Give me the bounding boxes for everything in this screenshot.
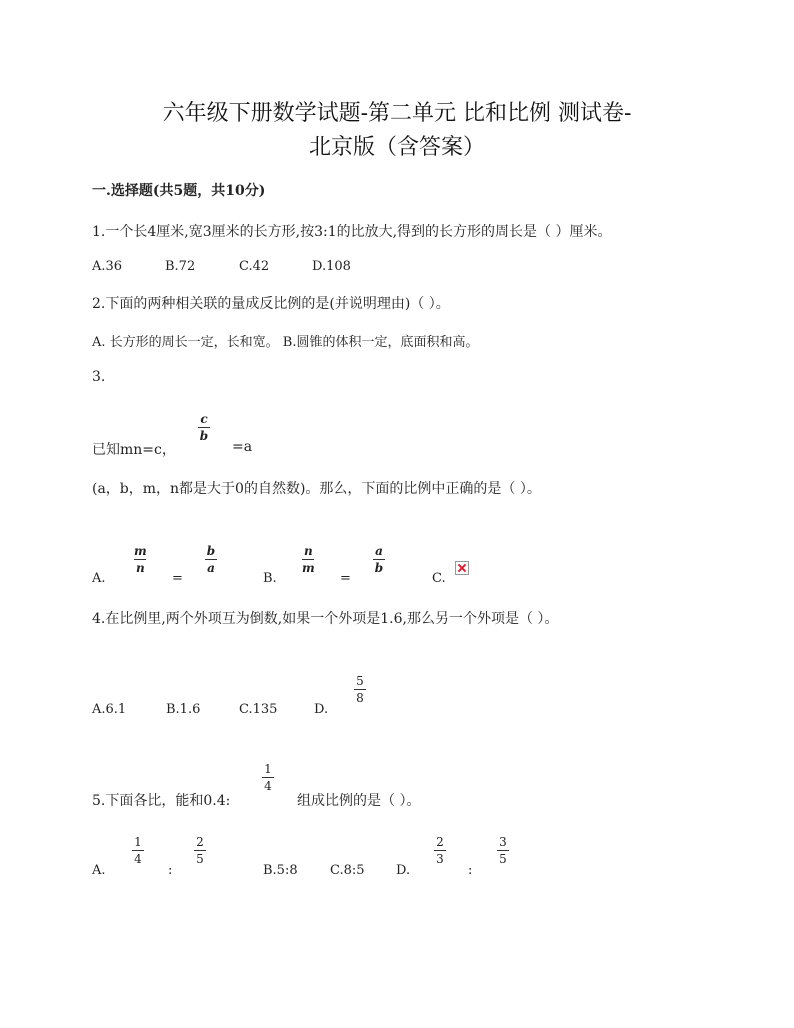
q3-given-fraction — [198, 412, 210, 443]
fraction-denominator: 5 — [196, 852, 204, 866]
fraction-denominator: 3 — [436, 852, 444, 866]
q4-option-a: A.6.1 — [92, 702, 127, 717]
fraction-denominator: 4 — [134, 852, 142, 866]
fraction-bar — [302, 559, 314, 560]
q3-given-suffix: =a — [232, 439, 253, 455]
fraction-numerator: 5 — [356, 674, 364, 688]
q3-option-a-left-fraction — [134, 544, 147, 575]
fraction-bar — [205, 559, 217, 560]
page-title-line2: 北京版（含答案） — [308, 135, 485, 160]
q5-option-a-label: A. — [92, 863, 106, 878]
q5-option-a-fraction-1 — [132, 835, 144, 866]
q1-option-a: A.36 — [92, 259, 123, 274]
fraction-numerator: 2 — [436, 835, 444, 849]
fraction-bar — [194, 850, 206, 851]
fraction-bar — [198, 427, 210, 428]
q5-option-d-colon: : — [468, 863, 473, 878]
question-4-text: 4.在比例里,两个外项互为倒数,如果一个外项是1.6,那么另一个外项是（ ）。 — [92, 611, 559, 627]
fraction-numerator: b — [206, 544, 216, 558]
fraction-denominator: b — [374, 561, 384, 575]
fraction-denominator: a — [207, 561, 215, 575]
page-title-line1: 六年级下册数学试题-第二单元 比和比例 测试卷- — [162, 101, 632, 126]
fraction-bar — [497, 850, 509, 851]
q1-option-d: D.108 — [312, 259, 351, 274]
fraction-numerator: c — [200, 412, 208, 426]
fraction-numerator: n — [303, 544, 313, 558]
q3-option-c-label: C. — [432, 571, 446, 586]
q1-option-c: C.42 — [239, 259, 270, 274]
fraction-denominator: n — [135, 561, 145, 575]
q5-option-a-fraction-2 — [194, 835, 206, 866]
fraction-denominator: 8 — [356, 691, 364, 705]
fraction-numerator: a — [375, 544, 383, 558]
fraction-numerator: 1 — [264, 762, 272, 776]
q4-option-b: B.1.6 — [166, 702, 201, 717]
fraction-bar — [434, 850, 446, 851]
q5-option-c: C.8:5 — [330, 863, 365, 878]
q4-option-d-fraction — [354, 674, 366, 705]
question-5-prefix: 5.下面各比，能和0.4: — [92, 793, 231, 809]
q1-option-b: B.72 — [165, 259, 196, 274]
q3-given-prefix: 已知mn=c， — [92, 442, 176, 458]
fraction-denominator: 4 — [264, 779, 272, 793]
fraction-bar — [373, 559, 385, 560]
q5-option-d-fraction-2 — [497, 835, 509, 866]
q3-option-b-left-fraction — [302, 544, 315, 575]
fraction-bar — [132, 850, 144, 851]
fraction-numerator: m — [134, 544, 147, 558]
q3-option-a-right-fraction — [205, 544, 217, 575]
q5-option-a-colon: : — [168, 863, 173, 878]
q5-option-d-label: D. — [396, 863, 411, 878]
q3-option-b-right-fraction — [373, 544, 385, 575]
q5-option-d-fraction-1 — [434, 835, 446, 866]
q3-option-a-equals: = — [172, 571, 183, 586]
broken-image-icon — [455, 561, 469, 575]
q3-condition: (a，b，m，n都是大于0的自然数)。那么，下面的比例中正确的是（ ）。 — [92, 481, 541, 497]
question-2-text: 2.下面的两种相关联的量成反比例的是(并说明理由)（ ）。 — [92, 296, 450, 312]
section-heading: 一.选择题(共5题，共10分) — [92, 183, 266, 199]
question-1-text: 1.一个长4厘米,宽3厘米的长方形,按3:1的比放大,得到的长方形的周长是（ ）厘米。 — [92, 224, 612, 240]
fraction-bar — [262, 777, 274, 778]
question-5-suffix: 组成比例的是（ ）。 — [297, 793, 421, 809]
question-3-number: 3. — [92, 369, 106, 385]
q4-option-d-label: D. — [314, 702, 329, 717]
q4-option-c: C.135 — [239, 702, 278, 717]
q3-option-b-equals: = — [340, 571, 351, 586]
q3-option-b-label: B. — [263, 571, 277, 586]
fraction-denominator: 5 — [499, 852, 507, 866]
fraction-numerator: 3 — [499, 835, 507, 849]
q2-options: A. 长方形的周长一定，长和宽。 B.圆锥的体积一定，底面积和高。 — [92, 335, 479, 350]
fraction-bar — [354, 689, 366, 690]
q5-fraction — [262, 762, 274, 793]
fraction-numerator: 2 — [196, 835, 204, 849]
q5-option-b: B.5:8 — [263, 863, 298, 878]
q3-option-a-label: A. — [92, 571, 106, 586]
fraction-denominator: m — [302, 561, 315, 575]
fraction-bar — [134, 559, 146, 560]
fraction-numerator: 1 — [134, 835, 142, 849]
fraction-denominator: b — [199, 429, 209, 443]
